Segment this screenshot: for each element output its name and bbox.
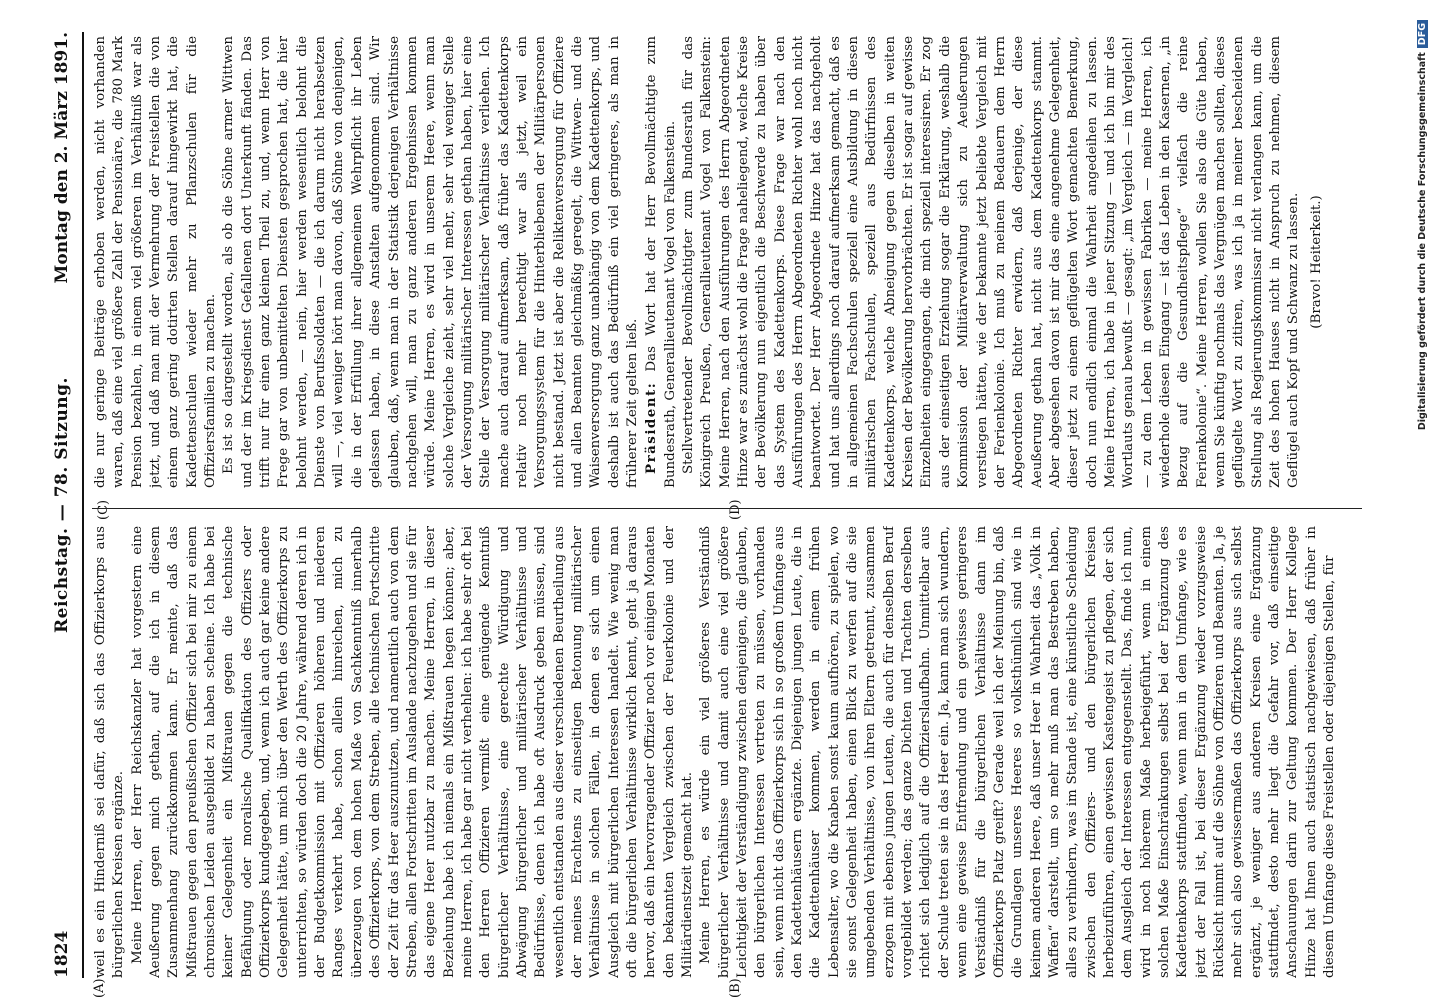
paragraph: weil es ein Hinderniß sei dafür, daß sich das Offizierkorps aus bürgerlichen Kreisen ergänze. [93,526,127,978]
paragraph-speaker [680,36,1304,488]
page-header [42,32,84,978]
paragraph: Es ist so dargestellt worden, als ob die Söhne armer Wittwen und der im Kriegsdienst Gefallenen dort Unterkunft fänden. Das trifft nur für einen ganz kleinen Theil zu, und, wenn Herr von Frege gar von unbemittelten Diensten gesprochen hat, die hier belohnt werden, — nein, hier werden wesentlich belohnt die Dienste von Berufssoldaten — die ich darum nicht herabsetzen will —, viel weniger hört man davon, daß Söhne von denjenigen, die in der Erfüllung ihrer allgemeinen Wehrpflicht ihr Leben gelassen haben, in diese Anstalten aufgenommen sind. Wir glauben, daß, wenn man in der Statistik derjenigen Verhältnisse nachgehen will, man zu ganz anderen Ergebnissen kommen würde. Meine Herren, es wird in unserem Heere, wenn man solche Vergleiche zieht, sehr viel mehr, sehr viel weniger Stelle der Versorgung militärischer Interessen gethan haben, hier eine Stelle der Versorgung militärischer Verhältnisse verliehen. Ich mache auch darauf aufmerksam, daß früher das Kadettenkorps relativ noch mehr berechtigt war als jetzt, weil ein Versorgungssystem für die Hinterbliebenen der Militärpersonen nicht bestand. Jetzt ist aber die Reliktenversorgung für Offiziere und allen Beamten gleichmäßig geregelt, die Wittwen- und die Waisenversorgung ganz unabhängig von dem Kadettenkorps, und deshalb ist auch das Bedürfniß ein viel geringeres, als man in früherer Zeit gelten ließ. [221,36,640,488]
margin-marker-d: (D) [728,499,743,520]
margin-marker-b: (B) [728,978,743,998]
session-date: Montag den 2. März 1891. [52,32,72,284]
digitization-credit [1417,20,1428,900]
margin-marker-a: (A) [92,978,107,998]
dfg-badge: DFG [1417,20,1428,48]
speaker-label: Präsident: [643,381,660,474]
speaker-label: Stellvertretender Bevollmächtigter zum Bundesrath für das Königreich Preußen, Generallieutenant Vogel von Falkenstein: [681,36,715,488]
session-title: Reichstag. — 78. Sitzung. [52,377,72,633]
applause-note: (Bravo! Heiterkeit.) [1308,195,1324,329]
speaker-text: Meine Herren, nach den Ausführungen des Herrn Abgeordneten Hinze war es zunächst wohl die Frage naheliegend, welche Kreise der Bevölkerung nun eigentlich die Beschwerde zu haben über das System des Kadettenkorps. Diese Frage war nach den Ausführungen des Herrn Abgeordneten Richter wohl noch nicht beantwortet. Der Herr Abgeordnete Hinze hat das nachgeholt und hat uns allerdings noch darauf aufmerksam gemacht, daß es in allgemeinen Fachschulen speziell eine Ausbildung in diesen militärischen Fachschulen, speziell aus Bedürfnissen des Kadettenkorps, welche Abneigung gegen dieselben in weiten Kreisen der Bevölkerung hervorbrächten. Er ist sogar auf gewisse Einzelheiten eingegangen, die mich speziell interessiren. Er zog aus der einseitigen Erziehung sogar die Erklärung, weshalb die Kommission der Militärverwaltung sich zu Aeußerungen verstiegen hätten, wie der bekannte jetzt beliebte Vergleich mit der Ferienkolonie. Ich muß zu meinem Bedauern dem Herrn Abgeordneten Richter erwidern, daß derjenige, der diese Aeußerung gethan hat, nicht aus dem Kadettenkorps stammt. Aber abgesehen davon ist mir das eine angenehme Gelegenheit, dieser jetzt zu einem geflügelten Wort gemachten Bemerkung, doch nun endlich einmal die Wahrheit angedeihen zu lassen. Meine Herren, ich habe in jener Sitzung — und ich bin mir des Wortlauts genau bewußt — gesagt: „im Vergleich — im Vergleich! — zu dem Leben in gewissen Fabriken — meine Herren, ich wiederhole diesen Eingang — ist das Leben in den Kasernen, „in Bezug auf die Gesundheitspflege“ vielfach die reine Ferienkolonie“. Meine Herren, wollen Sie also die Güte haben, wenn Sie künftig nochmals das Vergnügen machen sollten, dieses geflügelte Wort zu zitiren, was ich ja in meiner bescheidenen Stellung als Regierungskommissar nicht verlangen kann, um die Zeit des hohen Hauses nicht in Anspruch zu nehmen, diesem Geflügel auch Kopf und Schwanz zu lassen. [717,36,1302,488]
paragraph: die nur geringe Beiträge erhoben werden, nicht vorhanden waren, daß eine viel größere Zahl der Pensionäre, die 780 Mark Pension bezahlen, in einem viel größeren im Verhältniß war als jetzt, und daß man mit der Vermehrung der Freistellen die von einem ganz gering dotirten Stellen darauf hingewirkt hat, die Kadettenschulen wieder mehr zu Pflanzschulen für die Offiziersfamilien zu machen. [93,36,219,488]
column-divider [92,508,1362,509]
page-number: 1824 [52,930,72,978]
paragraph-president [642,36,680,488]
margin-marker-c: (C) [96,499,111,520]
paragraph: Meine Herren, es würde ein viel größeres Verständniß bürgerlicher Verhältnisse und damit auch eine viel größere Leichtigkeit der Verständigung zwischen denjenigen, die glauben, den bürgerlichen Interessen vertreten zu müssen, vorhanden sein, wenn nicht das Offizierkorps sich in so großem Umfange aus den Kadettenhäusern ergänzte. Diejenigen jungen Leute, die in die Kadettenhäuser kommen, werden in einem frühen Lebensalter, wo die Knaben sonst kaum aufhören, zu spielen, wo sie sonst Gelegenheit haben, einen Blick zu werfen auf die sie umgebenden Verhältnisse, von ihren Eltern getrennt, zusammen erzogen mit ebenso jungen Leuten, die auch für denselben Beruf vorgebildet werden; das ganze Dichten und Trachten derselben richtet sich lediglich auf die Offizierslaufbahn. Unmittelbar aus der Schule treten sie in das Heer ein. Ja, kann man sich wundern, wenn eine gewisse Entfremdung und ein gewisses geringeres Verständniß für die bürgerlichen Verhältnisse dann im Offizierkorps Platz greift? Gerade weil ich der Meinung bin, daß die Grundlagen unseres Heeres so volksthümlich sind wie in keinem anderen Heere, daß unser Heer in Wahrheit das „Volk in Waffen“ darstellt, um so mehr muß man das Bestreben haben, alles zu verhindern, was im Stande ist, eine künstliche Scheidung zwischen den Offiziers- und den bürgerlichen Kreisen herbeizuführen, einen gewissen Kastengeist zu pflegen, der sich dem Ausgleich der Interessen entgegenstellt. Das, finde ich nun, wird in noch höherem Maße herbeigeführt, wenn in einem solchen Maße Einschränkungen selbst bei der Ergänzung des Kadettenkorps stattfinden, wenn man in dem Umfange, wie es jetzt der Fall ist, bei dieser Ergänzung wieder vorzugsweise Rücksicht nimmt auf die Söhne von Offizieren und Beamten. Ja, je mehr sich also gewissermaßen das Offizierkorps aus sich selbst ergänzt, je weniger aus anderen Kreisen eine Ergänzung stattfindet, desto mehr liegt die Gefahr vor, daß einseitige Anschauungen darin zur Geltung kommen. Der Herr Kollege Hinze hat Ihnen auch statistisch nachgewiesen, daß früher in diesem Umfange diese Freistellen oder diejenigen Stellen, für [698,526,1338,978]
right-text-column [92,36,1362,488]
paragraph: Meine Herren, der Herr Reichskanzler hat vorgestern eine Aeußerung gegen mich gethan, auf die ich in diesem Zusammenhang zurückkommen kann. Er meinte, daß das Mißtrauen gegen den preußischen Offizier sich bei mir zu einem chronischen Leiden ausgebildet zu haben scheine. Ich habe bei keiner Gelegenheit ein Mißtrauen gegen die technische Befähigung oder moralische Qualifikation des Offiziers oder Offizierkorps kundgegeben, und, wenn ich auch gar keine andere Gelegenheit hätte, um mich über den Werth des Offizierkorps zu unterrichten, so würden doch die 20 Jahre, während deren ich in der Budgetkommission mit Offizieren höheren und niederen Ranges verkehrt habe, schon allein hinreichen, mich zu überzeugen von dem hohen Maße von Sachkenntniß innerhalb des Offizierkorps, von dem Streben, alle technischen Fortschritte der Zeit für das Heer auszunutzen, und namentlich auch von dem Streben, allen Fortschritten im Auslande nachzugehen und sie für das eigene Heer nutzbar zu machen. Meine Herren, in dieser Beziehung habe ich niemals ein Mißtrauen hegen können; aber, meine Herren, ich habe gar nicht verhehlen: ich habe sehr oft bei den Herren Offizieren vermißt eine genügende Kenntniß bürgerlicher Verhältnisse, eine gerechte Würdigung und Abwägung bürgerlicher und militärischer Verhältnisse und Bedürfnisse, denen ich habe oft Ausdruck geben müssen, sind wesentlich entstanden aus dieser verschiedenen Beurtheilung aus der meines Erachtens zu einseitigen Betonung militärischer Verhältnisse in solchen Fällen, in denen es sich um einen Ausgleich mit bürgerlichen Interessen handelt. Wie wenig man oft die bürgerlichen Verhältnisse wirklich kennt, geht ja daraus hervor, daß ein hervorragender Offizier noch vor einigen Monaten den bekannten Vergleich zwischen der Feuerkolonie und der Militärdienstzeit gemacht hat. [129,526,695,978]
left-text-column [92,526,1362,978]
credit-text: Digitalisierung gefördert durch die Deutsche Forschungsgemeinschaft [1417,52,1428,431]
speaker-text: Das Wort hat der Herr Bevollmächtigte zum Bundesrath, Generallieutenant Vogel von Falkenstein. [644,36,678,488]
